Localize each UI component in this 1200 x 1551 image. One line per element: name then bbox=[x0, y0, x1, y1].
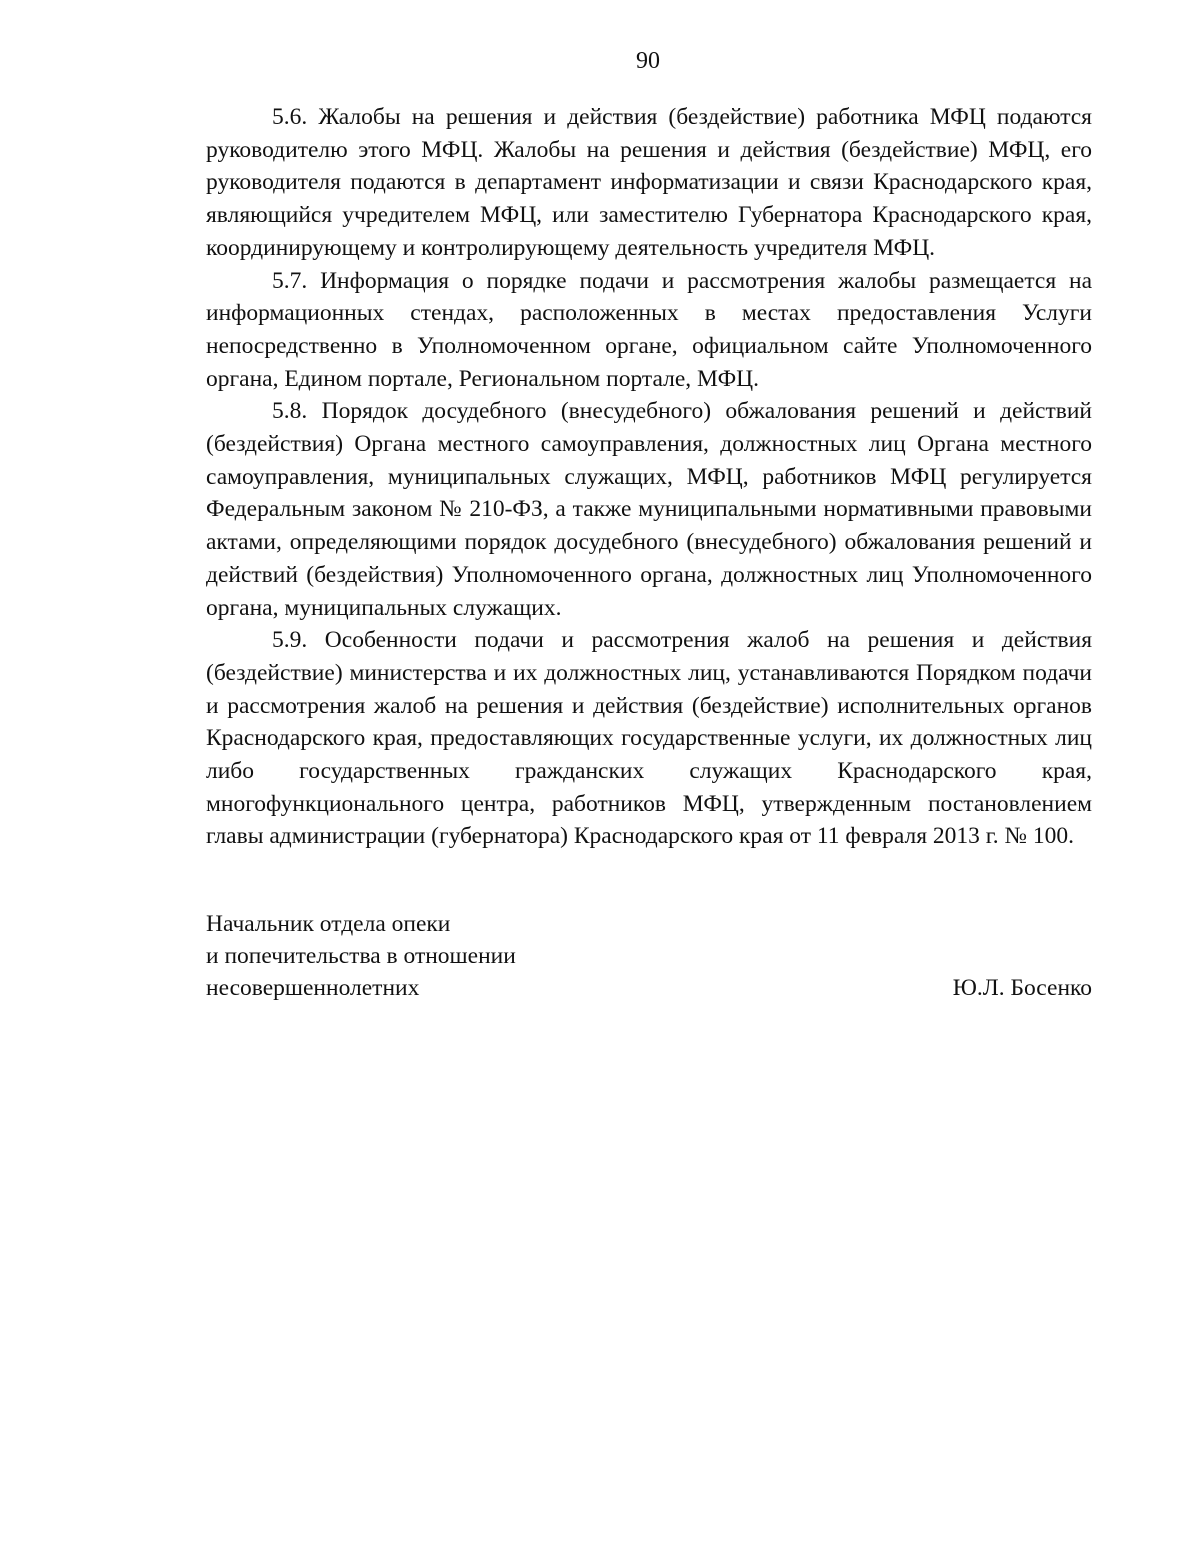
paragraph-5-8: 5.8. Порядок досудебного (внесудебного) обжалования решений и действий (бездействия) Органа местного самоуправления, должностных лиц Органа местного самоуправления, муниципальных служащих, МФЦ, работников МФЦ регулируется Федеральным законом № 210-ФЗ, а также муниципальными нормативными правовыми актами, определяющими порядок досудебного (внесудебного) обжалования решений и действий (бездействия) Уполномоченного органа, должностных лиц Уполномоченного органа, муниципальных служащих. bbox=[206, 398, 1092, 621]
signatory-position-line: несовершеннолетних bbox=[206, 975, 420, 1001]
page-number: 90 bbox=[636, 48, 660, 74]
paragraph-5-7: 5.7. Информация о порядке подачи и рассмотрения жалобы размещается на информационных стендах, расположенных в местах предоставления Услуги непосредственно в Уполномоченном органе, официальном сайте Уполномоченного органа, Едином портале, Региональном портале, МФЦ. bbox=[206, 267, 1092, 392]
signatory-position-line: и попечительства в отношении bbox=[206, 943, 516, 969]
document-body bbox=[206, 101, 1092, 853]
signatory-name: Ю.Л. Босенко bbox=[952, 975, 1092, 1001]
paragraph-5-9: 5.9. Особенности подачи и рассмотрения жалоб на решения и действия (бездействие) министерства и их должностных лиц, устанавливаются Порядком подачи и рассмотрения жалоб на решения и действия (бездействие) исполнительных органов Краснодарского края, предоставляющих государственные услуги, их должностных лиц либо государственных гражданских служащих Краснодарского края, многофункционального центра, работников МФЦ, утвержденным постановлением главы администрации (губернатора) Краснодарского края от 11 февраля 2013 г. № 100. bbox=[206, 627, 1092, 850]
signatory-position-line: Начальник отдела опеки bbox=[206, 911, 451, 937]
signature-block bbox=[206, 908, 1092, 1004]
paragraph-5-6: 5.6. Жалобы на решения и действия (бездействие) работника МФЦ подаются руководителю этого МФЦ. Жалобы на решения и действия (бездействие) МФЦ, его руководителя подаются в департамент информатизации и связи Краснодарского края, являющийся учредителем МФЦ, или заместителю Губернатора Краснодарского края, координирующему и контролирующему деятельность учредителя МФЦ. bbox=[206, 104, 1092, 261]
signatory-position bbox=[206, 908, 626, 1004]
